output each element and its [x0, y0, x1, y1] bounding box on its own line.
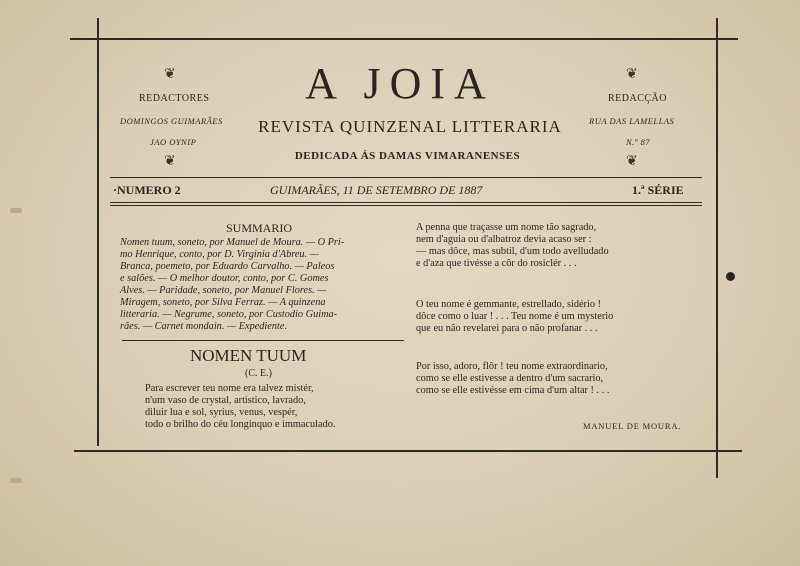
summary-line: Nomen tuum, soneto, por Manuel de Moura. — O Pri- [120, 237, 345, 248]
poem-author: MANUEL DE MOURA. [583, 421, 682, 431]
office-heading: REDACÇÃO [608, 93, 668, 104]
poem-line: todo o brilho do céu longinquo e immaculado. [145, 419, 336, 430]
masthead-dedication: DEDICADA ÁS DAMAS VIMARANENSES [294, 150, 521, 162]
ornament-icon: ❦ [164, 67, 176, 82]
poem-line: e d'aza que tivésse a côr do rosiclér . . . [416, 258, 577, 269]
poem-stanza-2 [416, 222, 706, 270]
poem-stanza-4 [416, 361, 706, 397]
summary-text [120, 237, 405, 333]
issue-series: 1.ª SÉRIE [632, 183, 684, 197]
masthead-title: A JOIA [305, 59, 495, 108]
issue-place-date: GUIMARÃES, 11 DE SETEMBRO DE 1887 [270, 183, 483, 197]
right-frame-extension [716, 452, 718, 478]
poem-title: NOMEN TUUM [190, 346, 307, 365]
top-frame-line [70, 38, 738, 40]
poem-line: diluir lua e sol, syrius, venus, vespér, [145, 407, 298, 418]
summary-line: rães. — Carnet mondain. — Expediente. [120, 321, 288, 332]
editors-heading: REDACTORES [139, 93, 210, 104]
poem-line: n'um vaso de crystal, artistico, lavrado, [145, 395, 306, 406]
editor-name-1: DOMINGOS GUIMARÃES [120, 116, 223, 126]
summary-divider [122, 340, 404, 341]
staple-mark [10, 208, 22, 213]
binding-hole [726, 272, 735, 281]
poem-line: Por isso, adoro, flôr ! teu nome extraordinario, [416, 361, 608, 372]
issue-number: ·NUMERO 2 [113, 183, 181, 197]
ornament-icon: ❦ [626, 67, 638, 82]
summary-line: e salões. — O melhor doutor, conto, por C. Gomes [120, 273, 329, 284]
poem-line: A penna que traçasse um nome tão sagrado, [416, 222, 597, 233]
office-street: RUA DAS LAMELLAS [589, 116, 675, 126]
summary-line: Branca, poemeto, por Eduardo Carvalho. — Paleos [120, 261, 335, 272]
poem-line: dôce como o luar ! . . . Teu nome é um mysterio [416, 311, 614, 322]
editor-name-2: JAO OYNIP [150, 137, 197, 147]
poem-dedication: (C. E.) [245, 368, 272, 379]
poem-line: que eu não revelarei para o não profanar . . . [416, 323, 598, 334]
poem-line: como se elle estivesse a dentro d'um sacrario, [416, 373, 604, 384]
ornament-icon: ❦ [626, 154, 638, 169]
poem-line: como se elle estivésse em cima d'um altar ! . . . [416, 385, 610, 396]
issue-rule-bottom-2 [110, 205, 702, 206]
poem-line: Para escrever teu nome era talvez mistér, [145, 383, 314, 394]
summary-line: mo Henrique, conto, por D. Virginia d'Abreu. — [120, 249, 319, 260]
poem-stanza-3 [416, 299, 706, 335]
poem-line: O teu nome é gemmante, estrellado, sidério ! [416, 299, 601, 310]
issue-rule-top [110, 177, 702, 178]
poem-stanza-1 [145, 383, 335, 431]
masthead-subtitle: REVISTA QUINZENAL LITTERARIA [258, 117, 562, 136]
poem-line: — mas dôce, mas subtil, d'um todo avelludado [416, 246, 609, 257]
bottom-frame-line [74, 450, 742, 452]
summary-heading: SUMMARIO [226, 221, 293, 235]
office-number: N.º 87 [626, 137, 651, 147]
summary-line: Miragem, soneto, por Silva Ferraz. — A quinzena [120, 297, 326, 308]
issue-rule-bottom [110, 202, 702, 203]
summary-line: litteraria. — Negrume, soneto, por Custodio Guima- [120, 309, 338, 320]
ornament-icon: ❦ [164, 154, 176, 169]
summary-line: Alves. — Paridade, soneto, por Manuel Flores. — [120, 285, 327, 296]
poem-line: nem d'aguia ou d'albatroz devia acaso ser : [416, 234, 592, 245]
staple-mark [10, 478, 22, 483]
